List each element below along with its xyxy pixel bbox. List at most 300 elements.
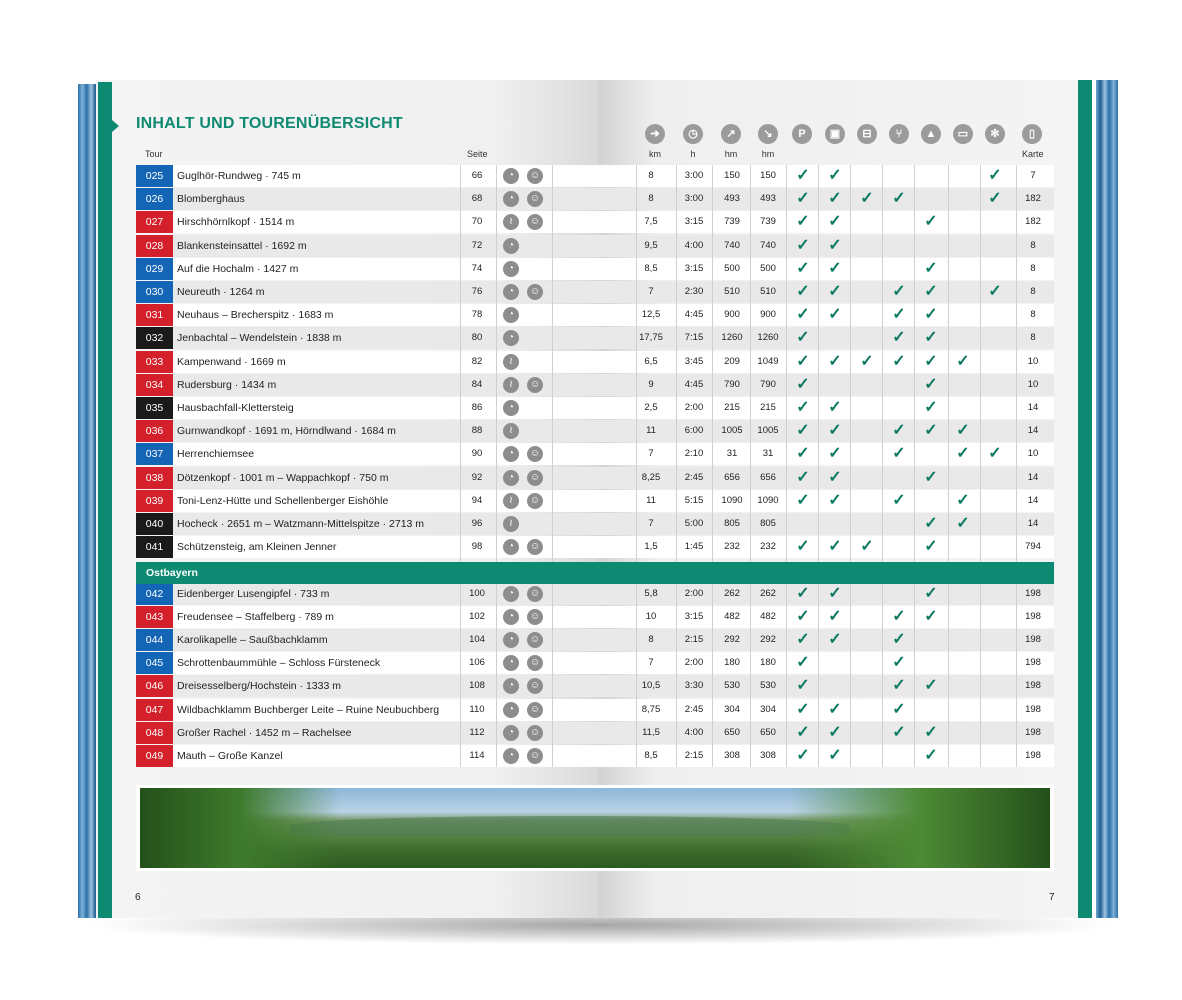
value-h: 2:45 [684, 471, 704, 483]
tour-name: Toni-Lenz-Hütte und Schellenberger Eishöhle [177, 494, 389, 507]
check-icon: ✓ [796, 259, 810, 277]
value-h: 3:30 [684, 680, 704, 692]
tour-name: Hausbachfall-Klettersteig [177, 402, 294, 414]
check-icon: ✓ [892, 631, 906, 648]
path-icon: ≀ [503, 214, 519, 230]
value-km: 2,5 [644, 402, 658, 413]
value-h: 3:45 [684, 355, 704, 367]
check-icon: ✓ [828, 584, 842, 602]
value-down: 215 [760, 402, 776, 413]
tour-name: Karolikapelle – Saußbachklamm [177, 634, 328, 646]
value-up: 180 [724, 657, 740, 669]
table-row[interactable] [136, 397, 1054, 419]
tour-number: 047 [136, 699, 173, 721]
map-ref: 198 [1025, 680, 1041, 692]
tour-number: 032 [136, 327, 173, 349]
tour-name: Dötzenkopf · 1001 m – Wappachkopf · 750 m [177, 471, 389, 484]
value-km: 8,5 [644, 262, 658, 274]
value-km: 8,25 [641, 471, 661, 483]
check-icon: ✓ [924, 283, 938, 300]
check-icon: ✓ [988, 167, 1002, 184]
value-h: 2:00 [684, 587, 704, 599]
check-icon: ✓ [892, 607, 906, 625]
tour-name: Großer Rachel · 1452 m – Rachelsee [177, 726, 352, 739]
page-title: INHALT UND TOURENÜBERSICHT [136, 115, 403, 132]
tour-number: 043 [136, 606, 173, 628]
check-icon: ✓ [892, 677, 906, 695]
tour-name: Schrottenbaummühle – Schloss Fürsteneck [177, 657, 381, 670]
check-icon: ✓ [892, 190, 906, 208]
check-icon: ✓ [796, 747, 810, 764]
value-up: 790 [724, 378, 740, 390]
value-h: 3:15 [684, 610, 704, 622]
check-icon: ✓ [796, 677, 810, 695]
map-ref: 198 [1025, 634, 1041, 645]
value-km: 7 [648, 448, 654, 460]
table-row[interactable] [136, 675, 1054, 697]
clock-icon: ◷ [683, 124, 703, 144]
map-ref: 8 [1030, 286, 1036, 297]
family-icon: ☺ [527, 655, 543, 671]
check-icon: ✓ [924, 538, 938, 556]
tour-number: 041 [136, 536, 173, 558]
value-h: 4:45 [684, 309, 704, 321]
value-down: 1005 [757, 425, 779, 437]
table-row[interactable] [136, 629, 1054, 651]
landscape-image [140, 788, 1050, 868]
column-divider [948, 165, 949, 767]
map-ref: 198 [1025, 750, 1041, 761]
check-icon: ✓ [892, 352, 906, 370]
table-row[interactable] [136, 443, 1054, 465]
check-icon: ✓ [924, 352, 938, 370]
right-green-bar [1078, 80, 1092, 918]
tour-number: 027 [136, 211, 173, 233]
page-ref: 68 [471, 193, 483, 205]
check-icon: ✓ [956, 352, 970, 370]
region-label: Ostbayern [146, 567, 198, 579]
value-km: 17,75 [639, 332, 663, 344]
table-row[interactable] [136, 513, 1054, 535]
check-icon: ✓ [828, 306, 842, 324]
check-icon: ✓ [892, 491, 906, 509]
value-h: 2:15 [684, 634, 704, 645]
family-icon: ☺ [527, 748, 543, 764]
map-ref: 198 [1025, 587, 1041, 599]
tour-name: Neureuth · 1264 m [177, 286, 265, 298]
value-up: 292 [724, 634, 740, 645]
value-down: 292 [760, 634, 776, 645]
value-km: 1,5 [644, 541, 658, 553]
tour-number: 030 [136, 281, 173, 303]
map-ref: 198 [1025, 657, 1041, 669]
value-down: 790 [760, 378, 776, 390]
value-up: 493 [724, 193, 740, 205]
page-ref: 100 [469, 587, 485, 599]
winter-icon: ✻ [985, 124, 1005, 144]
check-icon: ✓ [796, 399, 810, 416]
value-up: 650 [724, 726, 740, 738]
loop-icon: ◔ [503, 261, 519, 277]
value-km: 5,8 [644, 587, 658, 599]
check-icon: ✓ [796, 352, 810, 370]
unit-label: hm [761, 149, 775, 159]
value-down: 805 [760, 518, 776, 529]
tour-name: Dreisesselberg/Hochstein · 1333 m [177, 680, 341, 693]
unit-label: h [690, 149, 696, 159]
value-km: 10,5 [641, 680, 661, 692]
bed-icon: ▭ [953, 124, 973, 144]
tour-number: 049 [136, 745, 173, 767]
page-ref: 104 [469, 634, 485, 645]
page-ref: 74 [471, 262, 483, 274]
column-divider [1016, 165, 1017, 767]
value-h: 1:45 [684, 541, 704, 553]
page-ref: 84 [471, 378, 483, 390]
loop-icon: ◔ [503, 655, 519, 671]
table-row[interactable] [136, 583, 1054, 605]
column-divider [818, 165, 819, 767]
header-karte: Karte [1022, 149, 1044, 159]
value-up: 1090 [721, 494, 743, 506]
family-icon: ☺ [527, 493, 543, 509]
page-ref: 98 [471, 541, 483, 553]
loop-icon: ◔ [503, 725, 519, 741]
tour-name: Blankensteinsattel · 1692 m [177, 239, 307, 252]
check-icon: ✓ [956, 422, 970, 440]
page-ref: 82 [471, 355, 483, 367]
check-icon: ✓ [828, 631, 842, 648]
check-icon: ✓ [796, 283, 810, 300]
tour-name: Auf die Hochalm · 1427 m [177, 262, 299, 275]
loop-icon: ◔ [503, 330, 519, 346]
table-row[interactable] [136, 258, 1054, 280]
tour-number: 045 [136, 652, 173, 674]
map-ref: 794 [1025, 541, 1041, 553]
value-up: 900 [724, 309, 740, 321]
check-icon: ✓ [860, 190, 874, 208]
value-up: 1260 [721, 332, 743, 344]
check-icon: ✓ [796, 538, 810, 556]
panorama-photo [136, 785, 1054, 871]
family-icon: ☺ [527, 609, 543, 625]
check-icon: ✓ [796, 167, 810, 184]
value-down: 232 [760, 541, 776, 553]
page-ref: 78 [471, 309, 483, 321]
value-km: 11 [646, 494, 656, 506]
value-up: 308 [724, 750, 740, 761]
cable-car-icon: ⊟ [857, 124, 877, 144]
family-icon: ☺ [527, 632, 543, 648]
family-icon: ☺ [527, 284, 543, 300]
column-divider [636, 165, 637, 767]
column-divider [460, 165, 461, 767]
table-row[interactable] [136, 165, 1054, 187]
loop-icon: ◔ [503, 609, 519, 625]
tour-name: Hocheck · 2651 m – Watzmann-Mittelspitze · 2713 m [177, 518, 425, 530]
value-down: 180 [760, 657, 776, 669]
table-row[interactable] [136, 351, 1054, 373]
tour-number: 046 [136, 675, 173, 697]
tour-name: Schützensteig, am Kleinen Jenner [177, 541, 337, 554]
column-divider [750, 165, 751, 767]
check-icon: ✓ [924, 399, 938, 416]
tour-name: Neuhaus – Brecherspitz · 1683 m [177, 309, 334, 322]
page-ref: 80 [471, 332, 483, 344]
tour-number: 033 [136, 351, 173, 373]
loop-icon: ◔ [503, 586, 519, 602]
check-icon: ✓ [796, 607, 810, 625]
check-icon: ✓ [988, 445, 1002, 463]
page-ref: 66 [471, 170, 483, 181]
value-up: 482 [724, 610, 740, 622]
value-h: 4:45 [684, 378, 704, 390]
value-down: 31 [762, 448, 774, 460]
check-icon: ✓ [828, 422, 842, 440]
column-divider [786, 165, 787, 767]
value-h: 2:00 [684, 657, 704, 669]
value-h: 7:15 [684, 332, 704, 344]
descent-icon: ↘ [758, 124, 778, 144]
tour-number: 042 [136, 583, 173, 605]
page-number-right: 7 [1049, 892, 1055, 903]
path-icon: ≀ [503, 423, 519, 439]
check-icon: ✓ [924, 723, 938, 741]
value-down: 530 [760, 680, 776, 692]
page-edges-right [1096, 80, 1118, 918]
table-row[interactable] [136, 745, 1054, 767]
tour-number: 031 [136, 304, 173, 326]
page-ref: 90 [471, 448, 483, 460]
value-up: 1005 [721, 425, 743, 437]
loop-icon: ◔ [503, 748, 519, 764]
family-icon: ☺ [527, 539, 543, 555]
check-icon: ✓ [892, 306, 906, 324]
map-ref: 198 [1025, 726, 1041, 738]
parking-icon: P [792, 124, 812, 144]
table-row[interactable] [136, 467, 1054, 489]
check-icon: ✓ [924, 515, 938, 532]
check-icon: ✓ [828, 723, 842, 741]
table-row[interactable] [136, 211, 1054, 233]
check-icon: ✓ [988, 283, 1002, 300]
value-km: 7 [648, 286, 654, 297]
loop-icon: ◔ [503, 702, 519, 718]
tour-number: 036 [136, 420, 173, 442]
value-down: 510 [760, 286, 776, 297]
map-ref: 182 [1025, 193, 1041, 205]
tour-number: 034 [136, 374, 173, 396]
table-row[interactable] [136, 722, 1054, 744]
family-icon: ☺ [527, 214, 543, 230]
check-icon: ✓ [956, 445, 970, 463]
check-icon: ✓ [796, 375, 810, 393]
bus-icon: ▣ [825, 124, 845, 144]
value-km: 11,5 [642, 726, 660, 738]
map-ref: 8 [1030, 309, 1036, 321]
check-icon: ✓ [892, 422, 906, 440]
table-row[interactable] [136, 304, 1054, 326]
value-down: 739 [760, 216, 776, 228]
family-icon: ☺ [527, 191, 543, 207]
loop-icon: ◔ [503, 307, 519, 323]
check-icon: ✓ [956, 491, 970, 509]
loop-icon: ◔ [503, 632, 519, 648]
page-ref: 94 [471, 494, 483, 506]
value-down: 656 [760, 471, 776, 483]
check-icon: ✓ [924, 259, 938, 277]
check-icon: ✓ [796, 468, 810, 486]
loop-icon: ◔ [503, 539, 519, 555]
table-row[interactable] [136, 235, 1054, 257]
check-icon: ✓ [956, 515, 970, 532]
path-icon: ≀ [503, 516, 519, 532]
value-h: 5:15 [684, 494, 704, 506]
map-icon: ▯ [1022, 124, 1042, 144]
check-icon: ✓ [828, 445, 842, 463]
value-down: 493 [760, 193, 776, 205]
signpost-icon: ➔ [645, 124, 665, 144]
family-icon: ☺ [527, 586, 543, 602]
check-icon: ✓ [828, 352, 842, 370]
check-icon: ✓ [796, 190, 810, 208]
page-ref: 70 [471, 216, 483, 228]
tour-number: 039 [136, 490, 173, 512]
tour-name: Freudensee – Staffelberg · 789 m [177, 610, 334, 623]
check-icon: ✓ [828, 190, 842, 208]
family-icon: ☺ [527, 377, 543, 393]
check-icon: ✓ [796, 213, 810, 231]
hut-icon: ▲ [921, 124, 941, 144]
loop-icon: ◔ [503, 284, 519, 300]
map-ref: 198 [1025, 610, 1041, 622]
loop-icon: ◔ [503, 470, 519, 486]
value-up: 805 [724, 518, 740, 529]
tour-name: Eidenberger Lusengipfel · 733 m [177, 587, 330, 600]
check-icon: ✓ [924, 677, 938, 695]
value-km: 8 [648, 170, 654, 181]
check-icon: ✓ [892, 700, 906, 718]
restaurant-icon: ⑂ [889, 124, 909, 144]
column-divider [850, 165, 851, 767]
check-icon: ✓ [828, 399, 842, 416]
value-km: 9 [648, 378, 654, 390]
value-down: 500 [760, 262, 776, 274]
check-icon: ✓ [796, 654, 810, 672]
value-down: 1090 [757, 494, 779, 506]
value-down: 1260 [757, 332, 779, 344]
column-divider [676, 165, 677, 767]
value-km: 11 [646, 425, 656, 437]
table-row[interactable] [136, 374, 1054, 396]
value-down: 740 [760, 239, 776, 251]
value-h: 4:00 [684, 239, 704, 251]
tour-number: 035 [136, 397, 173, 419]
tour-name: Kampenwand · 1669 m [177, 355, 286, 368]
value-km: 8,75 [641, 703, 661, 715]
family-icon: ☺ [527, 678, 543, 694]
trees-left [140, 788, 340, 868]
column-divider [980, 165, 981, 767]
check-icon: ✓ [892, 654, 906, 672]
value-km: 8 [648, 193, 654, 205]
tour-number: 029 [136, 258, 173, 280]
table-row[interactable] [136, 536, 1054, 558]
family-icon: ☺ [527, 725, 543, 741]
check-icon: ✓ [988, 190, 1002, 208]
table-row[interactable] [136, 652, 1054, 674]
check-icon: ✓ [828, 700, 842, 718]
check-icon: ✓ [924, 329, 938, 347]
check-icon: ✓ [796, 700, 810, 718]
tour-number: 048 [136, 722, 173, 744]
check-icon: ✓ [796, 723, 810, 741]
check-icon: ✓ [796, 631, 810, 648]
value-km: 8,5 [644, 750, 658, 761]
table-row[interactable] [136, 327, 1054, 349]
value-up: 232 [724, 541, 740, 553]
tour-name: Herrenchiemsee [177, 448, 255, 461]
check-icon: ✓ [924, 468, 938, 486]
map-ref: 10 [1027, 355, 1039, 367]
page-ref: 92 [471, 471, 483, 483]
page-ref: 108 [469, 680, 485, 692]
page-ref: 112 [469, 726, 485, 738]
value-h: 3:00 [684, 170, 704, 181]
left-green-bar [98, 82, 112, 918]
page-ref: 102 [469, 610, 485, 622]
value-h: 6:00 [684, 425, 704, 437]
tour-name: Gurnwandkopf · 1691 m, Hörndlwand · 1684 m [177, 425, 396, 438]
page-ref: 88 [471, 425, 483, 437]
value-km: 8 [648, 634, 654, 645]
tour-name: Wildbachklamm Buchberger Leite – Ruine Neubuchberg [177, 703, 440, 716]
tour-number: 026 [136, 188, 173, 210]
table-row[interactable] [136, 420, 1054, 442]
value-h: 3:00 [684, 193, 704, 205]
check-icon: ✓ [924, 422, 938, 440]
table-row[interactable] [136, 490, 1054, 512]
column-divider [882, 165, 883, 767]
check-icon: ✓ [796, 236, 810, 254]
map-ref: 8 [1030, 262, 1036, 274]
value-down: 650 [760, 726, 776, 738]
family-icon: ☺ [527, 702, 543, 718]
check-icon: ✓ [924, 607, 938, 625]
table-row[interactable] [136, 281, 1054, 303]
value-up: 740 [724, 239, 740, 251]
page-ref: 114 [469, 750, 485, 761]
page-ref: 96 [471, 518, 483, 529]
map-ref: 7 [1030, 170, 1036, 181]
loop-icon: ◔ [503, 191, 519, 207]
check-icon: ✓ [924, 213, 938, 231]
value-down: 304 [760, 703, 776, 715]
check-icon: ✓ [796, 445, 810, 463]
page-ref: 86 [471, 402, 483, 413]
tour-number: 037 [136, 443, 173, 465]
value-down: 1049 [757, 355, 779, 367]
map-ref: 14 [1027, 518, 1039, 529]
table-row[interactable] [136, 188, 1054, 210]
check-icon: ✓ [892, 723, 906, 741]
table-row[interactable] [136, 699, 1054, 721]
column-divider [712, 165, 713, 767]
check-icon: ✓ [828, 468, 842, 486]
value-down: 308 [760, 750, 776, 761]
check-icon: ✓ [892, 283, 906, 300]
table-row[interactable] [136, 606, 1054, 628]
